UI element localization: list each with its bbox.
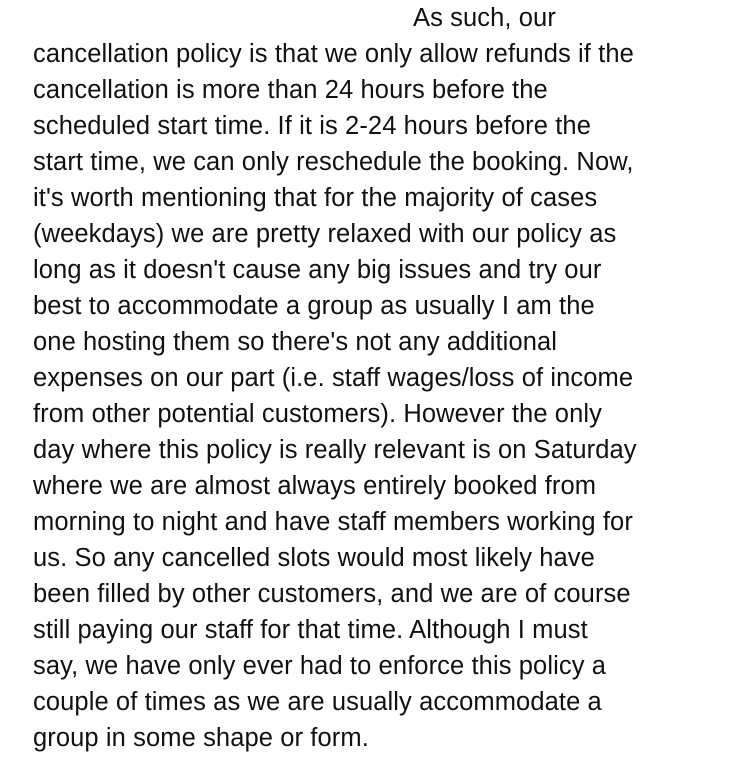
policy-paragraph bbox=[33, 0, 733, 756]
paragraph-line: one hosting them so there's not any additional bbox=[33, 328, 558, 356]
paragraph-line: cancellation is more than 24 hours before the bbox=[33, 76, 548, 104]
paragraph-line: cancellation policy is that we only allow refunds if the bbox=[33, 40, 634, 68]
paragraph-line: still paying our staff for that time. Although I must bbox=[33, 616, 588, 644]
paragraph-line: long as it doesn't cause any big issues and try our bbox=[33, 256, 602, 284]
paragraph-line: (weekdays) we are pretty relaxed with our policy as bbox=[33, 220, 617, 248]
paragraph-line: it's worth mentioning that for the majority of cases bbox=[33, 184, 598, 212]
paragraph-line: start time, we can only reschedule the booking. Now, bbox=[33, 148, 634, 176]
paragraph-line: morning to night and have staff members working for bbox=[33, 508, 633, 536]
paragraph-line: expenses on our part (i.e. staff wages/loss of income bbox=[33, 364, 634, 392]
paragraph-line: where we are almost always entirely booked from bbox=[33, 472, 597, 500]
paragraph-line: best to accommodate a group as usually I am the bbox=[33, 292, 595, 320]
paragraph-line: scheduled start time. If it is 2-24 hours before the bbox=[33, 112, 591, 140]
paragraph-line: couple of times as we are usually accommodate a bbox=[33, 688, 602, 716]
paragraph-line: from other potential customers). However the only bbox=[33, 400, 602, 428]
paragraph-line: As such, our bbox=[413, 4, 556, 32]
paragraph-line: us. So any cancelled slots would most likely have bbox=[33, 544, 595, 572]
paragraph-line: day where this policy is really relevant is on Saturday bbox=[33, 436, 637, 464]
paragraph-line: group in some shape or form. bbox=[33, 724, 369, 752]
paragraph-line: been filled by other customers, and we are of course bbox=[33, 580, 631, 608]
paragraph-line: say, we have only ever had to enforce this policy a bbox=[33, 652, 607, 680]
